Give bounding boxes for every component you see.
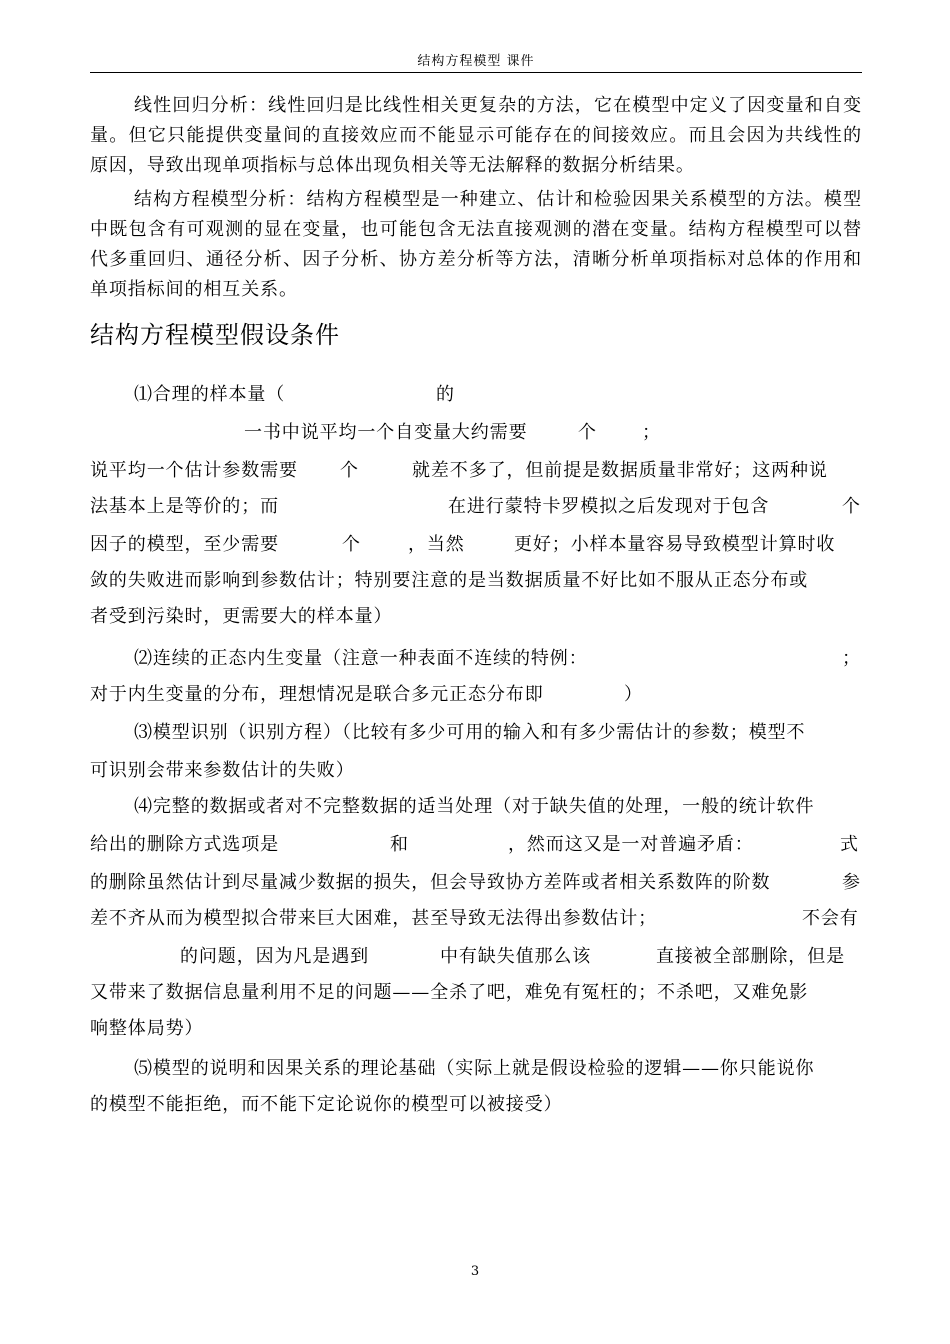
item4-line7: 响整体局势） (90, 1018, 204, 1039)
item1-line7: 者受到污染时，更需要大的样本量） (90, 606, 393, 627)
paragraph-sem-analysis: 结构方程模型分析：结构方程模型是一种建立、估计和检验因果关系模型的方法。模型中既包含有可观测的显在变量，也可能包含无法直接观测的潜在变量。结构方程模型可以替代多重回归、通径分析、因子分析、协方差分析等方法，清晰分析单项指标对总体的作用和单项指标间的相互关系。 (90, 189, 862, 300)
item1-line6: 敛的失败进而影响到参数估计；特别要注意的是当数据质量不好比如不服从正态分布或 (90, 570, 809, 591)
item1-line2-text: 一书中说平均一个自变量大约需要 (244, 422, 528, 443)
item1-line5-count: 个 (342, 534, 361, 555)
item2-line2-close: ） (624, 684, 643, 705)
item1-line1-end: 的 (436, 384, 455, 405)
item4-line2-end: 式 (840, 834, 859, 855)
item4-line5-rest: 直接被全部删除，但是 (656, 946, 845, 967)
item1-line5-of-course: ，当然 (408, 534, 465, 555)
item1-line4-count: 个 (842, 496, 861, 517)
item1-line5-text: 因子的模型，至少需要 (90, 534, 279, 555)
item4-line2-rest: ，然而这又是一对普遍矛盾： (508, 834, 754, 855)
item4-line3-text: 的删除虽然估计到尽量减少数据的损失，但会导致协方差阵或者相关系数阵的阶数 (90, 872, 771, 893)
item4-line1: ⑷完整的数据或者对不完整数据的适当处理（对于缺失值的处理，一般的统计软件 (134, 796, 815, 817)
item2-line1-semicolon: ； (842, 648, 861, 669)
item2-line1-text: ⑵连续的正态内生变量（注意一种表面不连续的特例： (134, 648, 588, 669)
item5-line2: 的模型不能拒绝，而不能下定论说你的模型可以被接受） (90, 1094, 563, 1115)
item3-line2: 可识别会带来参数估计的失败） (90, 760, 355, 781)
item4-line6: 又带来了数据信息量利用不足的问题——全杀了吧，难免有冤枉的；不杀吧，又难免影 (90, 982, 809, 1003)
item1-line4-text: 法基本上是等价的；而 (90, 496, 279, 517)
item2-line2-text: 对于内生变量的分布，理想情况是联合多元正态分布即 (90, 684, 544, 705)
item1-line2-semicolon: ； (642, 422, 661, 443)
item1-line3-count: 个 (340, 460, 359, 481)
item5-line1: ⑸模型的说明和因果关系的理论基础（实际上就是假设检验的逻辑——你只能说你 (134, 1058, 815, 1079)
paragraph-linear-regression: 线性回归分析：线性回归是比线性相关更复杂的方法，它在模型中定义了因变量和自变量。但它只能提供变量间的直接效应而不能显示可能存在的间接效应。而且会因为共线性的原因，导致出现单项指标与总体出现负相关等无法解释的数据分析结果。 (90, 95, 862, 176)
item4-line2-and: 和 (390, 834, 409, 855)
item1-line3-text: 说平均一个估计参数需要 (90, 460, 298, 481)
item4-line5-mid: 中有缺失值那么该 (440, 946, 592, 967)
item3-line1: ⑶模型识别（识别方程）（比较有多少可用的输入和有多少需估计的参数；模型不 (134, 722, 806, 743)
item1-line5-rest: 更好；小样本量容易导致模型计算时收 (514, 534, 836, 555)
item4-line5-text: 的问题，因为凡是遇到 (180, 946, 369, 967)
item1-line1-start: ⑴合理的样本量（ (134, 384, 286, 405)
item1-line4-mid: 在进行蒙特卡罗模拟之后发现对于包含 (448, 496, 770, 517)
item1-line3-rest: 就差不多了，但前提是数据质量非常好；这两种说 (412, 460, 828, 481)
item4-line3-end: 参 (842, 872, 861, 893)
item4-line4-end: 不会有 (802, 908, 859, 929)
section-heading: 结构方程模型假设条件 (90, 321, 340, 349)
item1-line2-count: 个 (578, 422, 597, 443)
item4-line4-text: 差不齐从而为模型拟合带来巨大困难，甚至导致无法得出参数估计； (90, 908, 657, 929)
header-rule (90, 72, 862, 73)
page-header: 结构方程模型 课件 (417, 54, 535, 69)
item4-line2-text: 给出的删除方式选项是 (90, 834, 279, 855)
page-number: 3 (470, 1264, 480, 1279)
